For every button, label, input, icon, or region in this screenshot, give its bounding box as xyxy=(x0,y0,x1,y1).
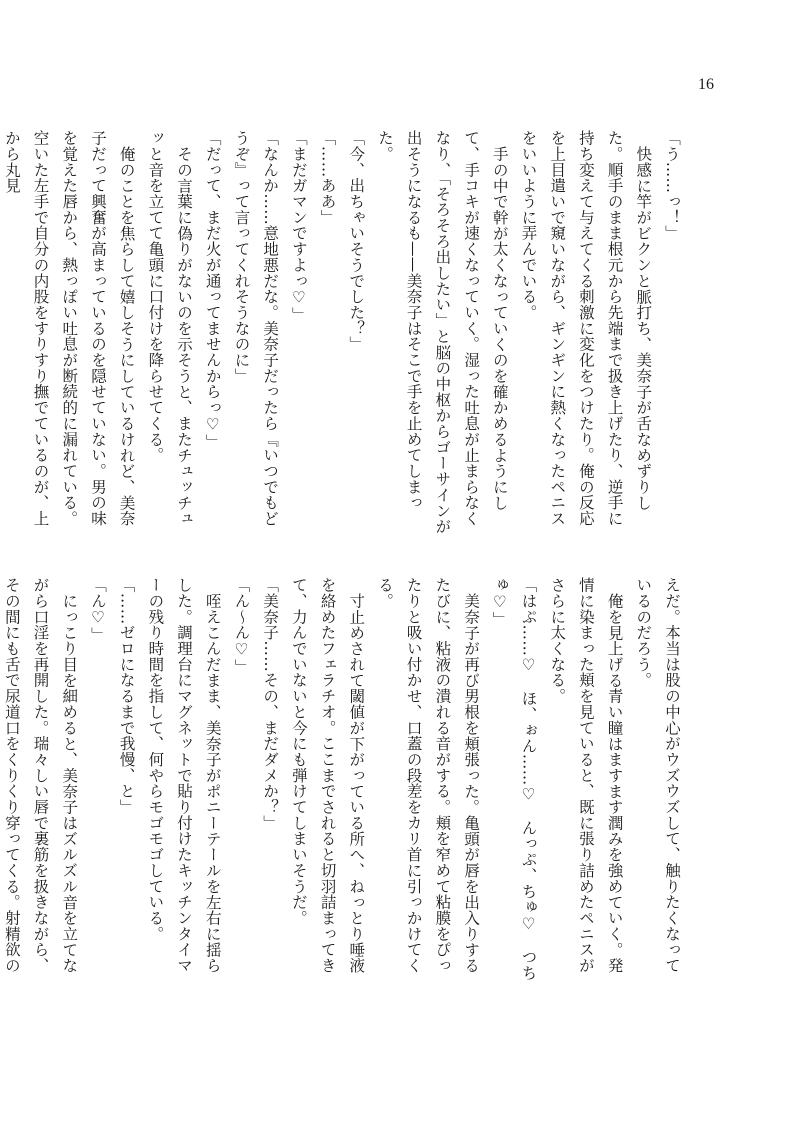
paragraph: 「今、出ちゃいそうでした？」 xyxy=(347,130,366,352)
paragraph: にっこり目を細めると、美奈子はズルズル音を立てながら口淫を再開した。瑞々しい唇で裏筋を扱きながら、その間にも舌で尿道口をくりくり穿ってくる。射精欲の xyxy=(2,577,79,974)
paragraph: 咥えこんだまま、美奈子がポニーテールを左右に揺らした。調理台にマグネットで貼り付けたキッチンタイマーの残り時間を指して、何やらモゴモゴしている。 xyxy=(146,577,222,974)
top-text-block xyxy=(2,130,686,540)
paragraph: 「美奈子……その、まだダメか？」 xyxy=(261,577,280,831)
paragraph: 寸止めされて閾値が下がっている所へ、ねっとり唾液を絡めたフェラチオ。ここまでされると切羽詰まってきて、力んでいないと今にも弾けてしまいそうだ。 xyxy=(289,577,366,974)
paragraph: 「……ああ」 xyxy=(318,130,337,226)
paragraph: 「ん〜ん♡」 xyxy=(232,577,251,675)
bottom-text-block xyxy=(2,577,686,987)
paragraph: 美奈子が再び男根を頬張った。亀頭が唇を出入りするたびに、粘液の潰れる音がする。頬を窄めて粘膜をぴったりと吸い付かせ、口蓋の段差をカリ首に引っかけてくる。 xyxy=(375,577,481,974)
paragraph: 「う……っ！」 xyxy=(663,130,681,241)
paragraph: 快感に竿がビクンと脈打ち、美奈子が舌なめずりした。順手のまま根元から先端まで扱き上げたり、逆手に持ち変えて与えてくる刺激に変化をつけたり。俺の反応を上目遣いで窺いながら、ギンギンに熱くなったペニスをいいように弄んでいる。 xyxy=(519,130,653,527)
paragraph: 「まだガマンですよっ♡」 xyxy=(289,130,308,323)
paragraph: えだ。本当は股の中心がウズウズして、触りたくなっているのだろう。 xyxy=(634,577,681,974)
paragraph: 「だって、まだ火が通ってませんからっ♡」 xyxy=(203,130,222,450)
paragraph: 「……ゼロになるまで我慢、と」 xyxy=(117,577,136,815)
page-number: 16 xyxy=(698,76,714,93)
paragraph: 俺のことを焦らして嬉しそうにしているけれど、美奈子だって興奮が高まっているのを隠せていない。男の味を覚えた唇から、熱っぽい吐息が断続的に漏れている。空いた左手で自分の内股をすりすり撫でているのが、上から丸見 xyxy=(2,130,136,527)
paragraph: 「ん♡」 xyxy=(88,577,107,643)
paragraph: 手の中で幹が太くなっていくのを確かめるようにして、手コキが速くなっていく。湿った吐息が止まらなくなり、「そろそろ出したい」と脳の中枢からゴーサインが出そうになるも——美奈子はそこで手を止めてしまった。 xyxy=(375,130,509,535)
paragraph: 「なんか……意地悪だな。美奈子だったら『いつでもどうぞ』って言ってくれそうなのに」 xyxy=(232,130,280,527)
paragraph: その言葉に偽りがないのを示そうと、またチュッチュッと音を立てて亀頭に口付けを降らせてくる。 xyxy=(146,130,194,526)
paragraph: 俺を見上げる青い瞳はますます潤みを強めていく。発情に染まった頬を見ていると、既に張り詰めたペニスがさらに太くなる。 xyxy=(548,577,624,974)
paragraph: 「はぷ……♡ ほ、ぉん……♡ んっぷ、ちゅ♡ つちゅ♡」 xyxy=(490,577,538,981)
